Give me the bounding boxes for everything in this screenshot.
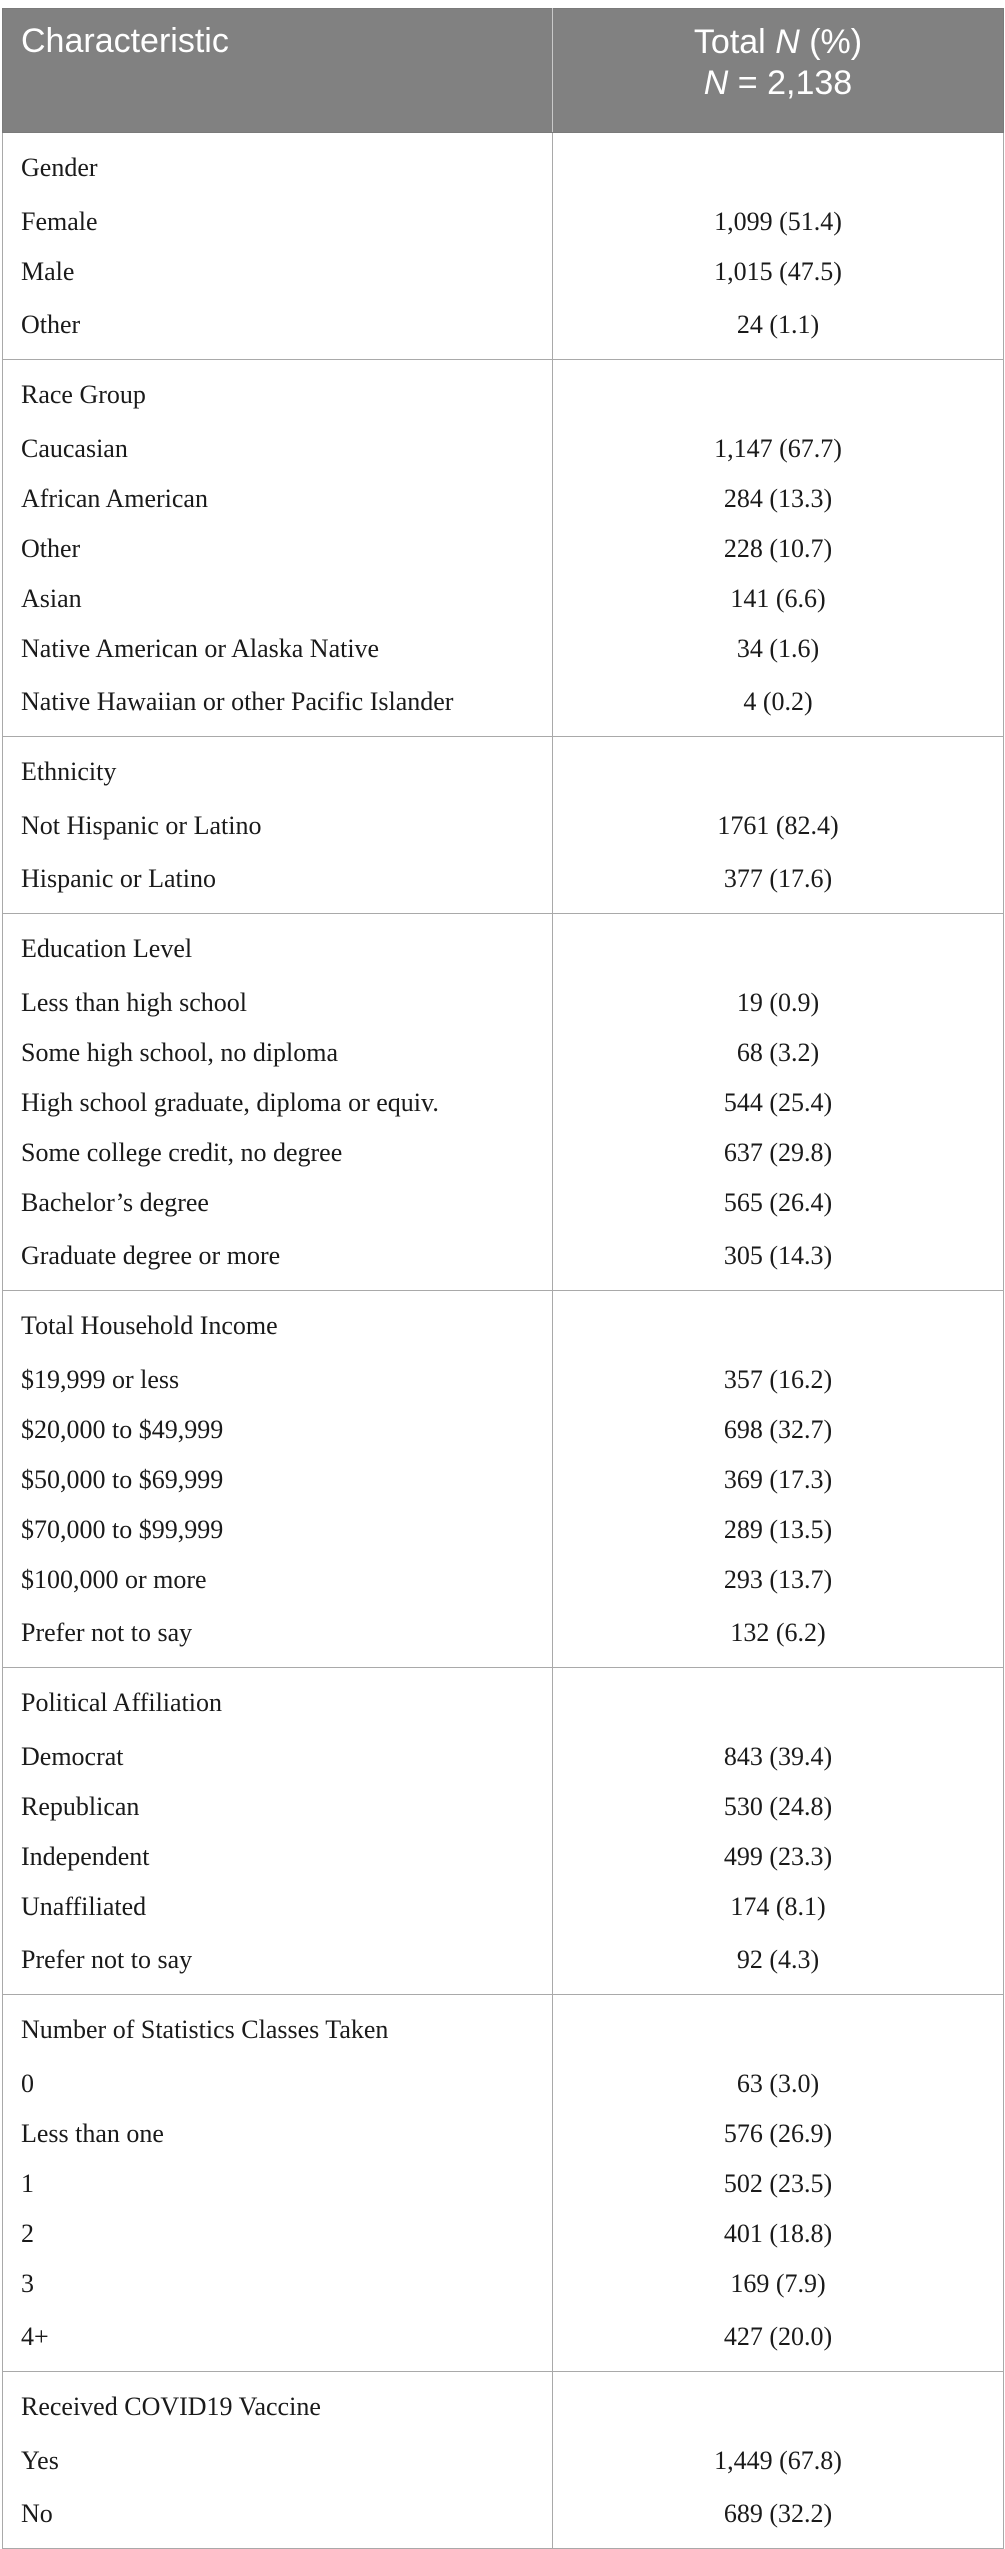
row-value: 502 (23.5)	[553, 2159, 1004, 2209]
row-label: Some high school, no diploma	[3, 1028, 553, 1078]
group-title-value-cell	[553, 914, 1004, 979]
group-title-value-cell	[553, 737, 1004, 802]
group-title: Ethnicity	[3, 737, 553, 802]
table-row	[3, 2309, 1004, 2372]
row-label: 3	[3, 2259, 553, 2309]
row-value: 305 (14.3)	[553, 1228, 1004, 1291]
table-row	[3, 1932, 1004, 1995]
row-label: High school graduate, diploma or equiv.	[3, 1078, 553, 1128]
table-row	[3, 851, 1004, 914]
group-title: Total Household Income	[3, 1291, 553, 1356]
row-label: 2	[3, 2209, 553, 2259]
row-value: 1,449 (67.8)	[553, 2436, 1004, 2486]
group-title-value-cell	[553, 1668, 1004, 1733]
table-row	[3, 524, 1004, 574]
group-title: Race Group	[3, 360, 553, 425]
row-label: Yes	[3, 2436, 553, 2486]
table-row	[3, 1405, 1004, 1455]
header-row	[3, 9, 1004, 133]
table-row	[3, 1178, 1004, 1228]
row-value: 689 (32.2)	[553, 2486, 1004, 2549]
table-row	[3, 474, 1004, 524]
group-title: Number of Statistics Classes Taken	[3, 1995, 553, 2060]
table-row	[3, 2486, 1004, 2549]
table-row	[3, 297, 1004, 360]
row-label: 0	[3, 2059, 553, 2109]
group-header-row	[3, 360, 1004, 425]
table-row	[3, 247, 1004, 297]
row-value: 174 (8.1)	[553, 1882, 1004, 1932]
row-value: 169 (7.9)	[553, 2259, 1004, 2309]
row-value: 565 (26.4)	[553, 1178, 1004, 1228]
row-label: $100,000 or more	[3, 1555, 553, 1605]
header-total-n: N	[775, 23, 800, 61]
header-sample-size	[553, 63, 1003, 104]
table-row	[3, 1882, 1004, 1932]
table-row	[3, 2059, 1004, 2109]
table-row	[3, 1355, 1004, 1405]
group-title: Political Affiliation	[3, 1668, 553, 1733]
row-value: 34 (1.6)	[553, 624, 1004, 674]
row-value: 357 (16.2)	[553, 1355, 1004, 1405]
row-value: 92 (4.3)	[553, 1932, 1004, 1995]
row-label: Republican	[3, 1782, 553, 1832]
table-row	[3, 1832, 1004, 1882]
table-row	[3, 197, 1004, 247]
table-row	[3, 424, 1004, 474]
row-label: Independent	[3, 1832, 553, 1882]
row-value: 68 (3.2)	[553, 1028, 1004, 1078]
row-value: 132 (6.2)	[553, 1605, 1004, 1668]
row-value: 843 (39.4)	[553, 1732, 1004, 1782]
row-label: Less than one	[3, 2109, 553, 2159]
row-label: Democrat	[3, 1732, 553, 1782]
header-n-value: = 2,138	[728, 64, 853, 102]
row-value: 369 (17.3)	[553, 1455, 1004, 1505]
table-row	[3, 978, 1004, 1028]
header-n-label: N	[703, 64, 729, 102]
row-value: 289 (13.5)	[553, 1505, 1004, 1555]
table-row	[3, 1555, 1004, 1605]
table-row	[3, 1228, 1004, 1291]
row-value: 499 (23.3)	[553, 1832, 1004, 1882]
row-label: Unaffiliated	[3, 1882, 553, 1932]
group-title-value-cell	[553, 360, 1004, 425]
row-value: 544 (25.4)	[553, 1078, 1004, 1128]
demographics-table	[2, 8, 1004, 2549]
table-row	[3, 2209, 1004, 2259]
row-value: 24 (1.1)	[553, 297, 1004, 360]
row-label: African American	[3, 474, 553, 524]
row-value: 293 (13.7)	[553, 1555, 1004, 1605]
row-value: 1,099 (51.4)	[553, 197, 1004, 247]
table-row	[3, 1505, 1004, 1555]
row-value: 4 (0.2)	[553, 674, 1004, 737]
table-row	[3, 2259, 1004, 2309]
group-header-row	[3, 1995, 1004, 2060]
row-value: 63 (3.0)	[553, 2059, 1004, 2109]
row-label: Some college credit, no degree	[3, 1128, 553, 1178]
header-total-suffix: (%)	[799, 23, 863, 61]
row-value: 1761 (82.4)	[553, 801, 1004, 851]
table-row	[3, 674, 1004, 737]
row-label: Not Hispanic or Latino	[3, 801, 553, 851]
row-label: Bachelor’s degree	[3, 1178, 553, 1228]
row-label: $20,000 to $49,999	[3, 1405, 553, 1455]
group-header-row	[3, 133, 1004, 198]
row-label: 1	[3, 2159, 553, 2209]
header-total-prefix: Total	[693, 23, 776, 61]
table-row	[3, 2159, 1004, 2209]
row-value: 1,147 (67.7)	[553, 424, 1004, 474]
row-label: 4+	[3, 2309, 553, 2372]
group-header-row	[3, 737, 1004, 802]
group-title-value-cell	[553, 1291, 1004, 1356]
row-label: Native American or Alaska Native	[3, 624, 553, 674]
row-label: Less than high school	[3, 978, 553, 1028]
row-label: Prefer not to say	[3, 1932, 553, 1995]
row-label: $70,000 to $99,999	[3, 1505, 553, 1555]
group-header-row	[3, 914, 1004, 979]
header-total-line	[553, 22, 1003, 63]
table-row	[3, 2109, 1004, 2159]
row-value: 530 (24.8)	[553, 1782, 1004, 1832]
group-title-value-cell	[553, 1995, 1004, 2060]
row-value: 576 (26.9)	[553, 2109, 1004, 2159]
row-value: 698 (32.7)	[553, 1405, 1004, 1455]
row-value: 377 (17.6)	[553, 851, 1004, 914]
group-title-value-cell	[553, 133, 1004, 198]
row-label: $50,000 to $69,999	[3, 1455, 553, 1505]
group-title: Education Level	[3, 914, 553, 979]
row-label: Other	[3, 297, 553, 360]
row-value: 141 (6.6)	[553, 574, 1004, 624]
row-label: No	[3, 2486, 553, 2549]
row-value: 427 (20.0)	[553, 2309, 1004, 2372]
row-value: 401 (18.8)	[553, 2209, 1004, 2259]
row-value: 1,015 (47.5)	[553, 247, 1004, 297]
table-row	[3, 1732, 1004, 1782]
table-row	[3, 1455, 1004, 1505]
group-header-row	[3, 1291, 1004, 1356]
row-label: Asian	[3, 574, 553, 624]
header-characteristic: Characteristic	[3, 9, 553, 133]
group-header-row	[3, 2372, 1004, 2437]
row-value: 637 (29.8)	[553, 1128, 1004, 1178]
row-label: Hispanic or Latino	[3, 851, 553, 914]
row-label: Caucasian	[3, 424, 553, 474]
row-value: 228 (10.7)	[553, 524, 1004, 574]
table-row	[3, 801, 1004, 851]
group-title: Received COVID19 Vaccine	[3, 2372, 553, 2437]
group-title-value-cell	[553, 2372, 1004, 2437]
table-row	[3, 1128, 1004, 1178]
group-header-row	[3, 1668, 1004, 1733]
row-value: 284 (13.3)	[553, 474, 1004, 524]
row-label: Graduate degree or more	[3, 1228, 553, 1291]
row-label: Other	[3, 524, 553, 574]
table-row	[3, 1782, 1004, 1832]
table-row	[3, 624, 1004, 674]
table-row	[3, 1028, 1004, 1078]
table-body	[3, 133, 1004, 2549]
table-row	[3, 574, 1004, 624]
table-header	[3, 9, 1004, 133]
row-label: $19,999 or less	[3, 1355, 553, 1405]
row-value: 19 (0.9)	[553, 978, 1004, 1028]
table-row	[3, 1605, 1004, 1668]
row-label: Prefer not to say	[3, 1605, 553, 1668]
row-label: Native Hawaiian or other Pacific Islander	[3, 674, 553, 737]
row-label: Female	[3, 197, 553, 247]
table-row	[3, 2436, 1004, 2486]
table-row	[3, 1078, 1004, 1128]
row-label: Male	[3, 247, 553, 297]
group-title: Gender	[3, 133, 553, 198]
header-total	[553, 9, 1004, 133]
